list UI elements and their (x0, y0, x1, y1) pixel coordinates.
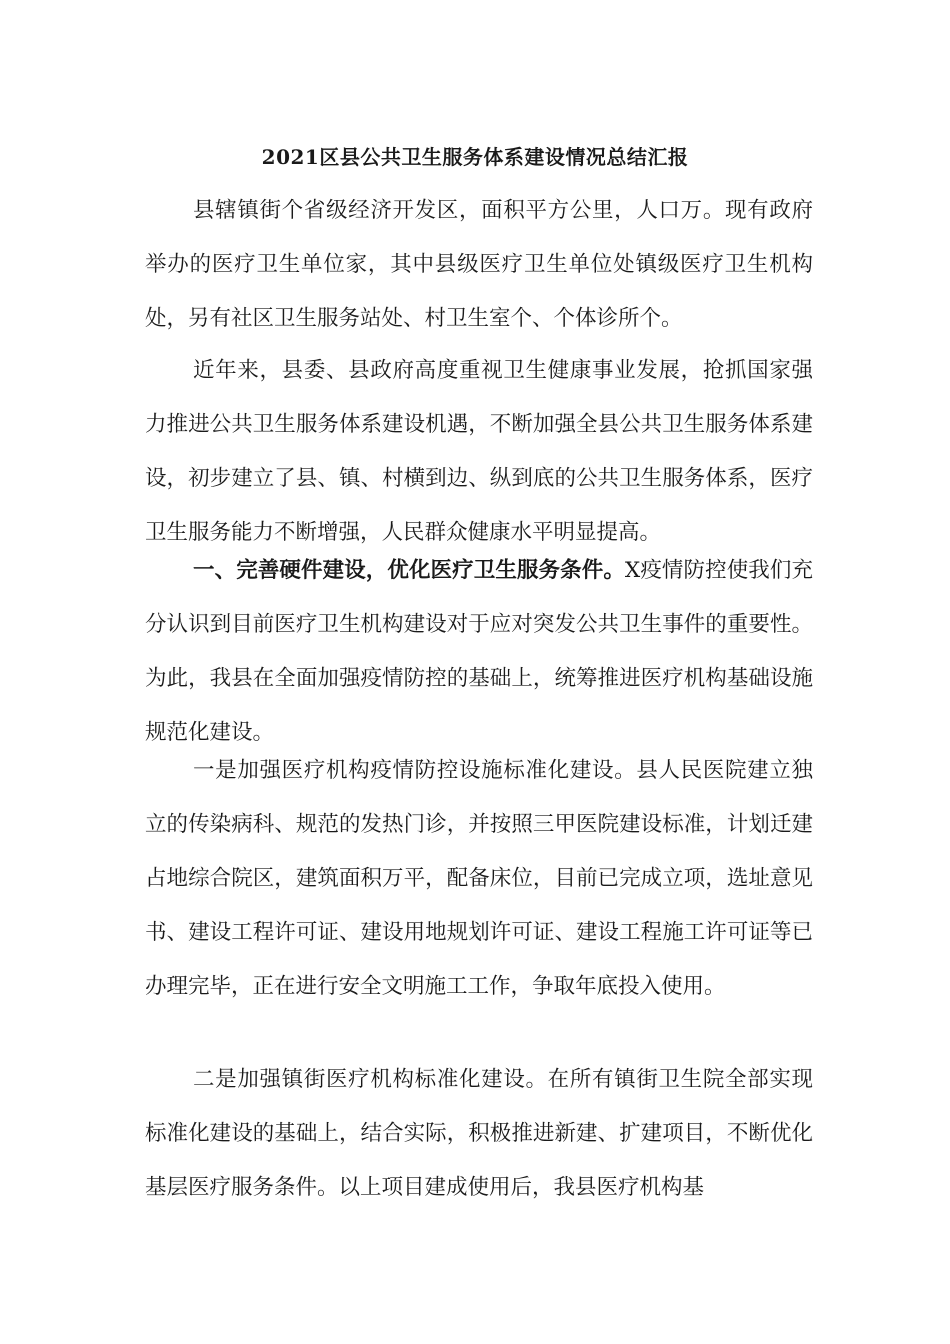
paragraph-text: 二是加强镇街医疗机构标准化建设。在所有镇街卫生院全部实现标准化建设的基础上，结合实际，积极推进新建、扩建项目，不断优化基层医疗服务条件。以上项目建成使用后，我县医疗机构基 (145, 1067, 813, 1200)
paragraph-text: X疫情防控使我们充分认识到目前医疗卫生机构建设对于应对突发公共卫生事件的重要性。为此，我县在全面加强疫情防控的基础上，统筹推进医疗机构基础设施规范化建设。 (145, 558, 813, 745)
paragraph-text: 县辖镇街个省级经济开发区，面积平方公里，人口万。现有政府举办的医疗卫生单位家，其中县级医疗卫生单位处镇级医疗卫生机构处，另有社区卫生服务站处、村卫生室个、个体诊所个。 (145, 198, 813, 331)
paragraph-text: 一是加强医疗机构疫情防控设施标准化建设。县人民医院建立独立的传染病科、规范的发热门诊，并按照三甲医院建设标准，计划迁建占地综合院区，建筑面积万平，配备床位，目前已完成立项，选址意见书、建设工程许可证、建设用地规划许可证、建设工程施工许可证等已办理完毕，正在进行安全文明施工工作，争取年底投入使用。 (145, 758, 813, 999)
paragraph-item-two (145, 1053, 813, 1215)
document-title: 2021区县公共卫生服务体系建设情况总结汇报 (261, 145, 689, 169)
paragraph-background (145, 344, 813, 560)
paragraph-text: 近年来，县委、县政府高度重视卫生健康事业发展，抢抓国家强力推进公共卫生服务体系建设机遇，不断加强全县公共卫生服务体系建设，初步建立了县、镇、村横到边、纵到底的公共卫生服务体系，医疗卫生服务能力不断增强，人民群众健康水平明显提高。 (145, 358, 813, 545)
paragraph-item-one (145, 744, 813, 1014)
paragraph-overview (145, 184, 813, 346)
paragraph-section-one (145, 544, 813, 760)
section-heading: 一、完善硬件建设，优化医疗卫生服务条件。 (193, 558, 625, 583)
